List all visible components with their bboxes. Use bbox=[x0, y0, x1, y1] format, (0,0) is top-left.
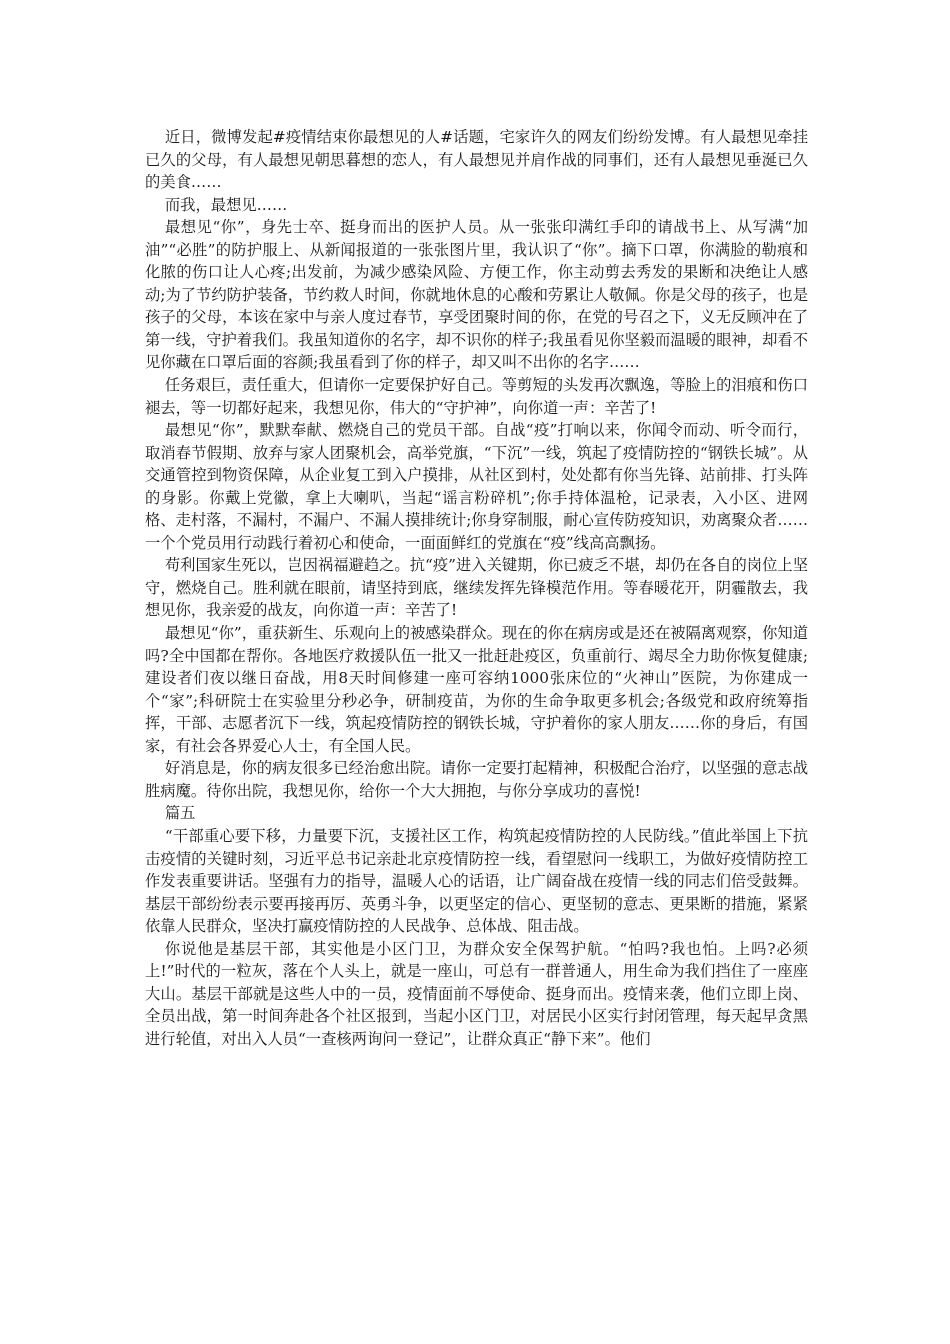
paragraph-section-five-intro: “干部重心要下移，力量要下沉，支援社区工作，构筑起疫情防控的人民防线。”值此举国上下抗击疫情的关键时刻，习近平总书记亲赴北京疫情防控一线，看望慰问一线职工，为做好疫情防控工作发表重要讲话。坚强有力的指导，温暖人心的话语，让广阔奋战在疫情一线的同志们倍受鼓舞。基层干部纷纷表示要再接再厉、英勇斗争，以更坚定的信心、更坚韧的意志、更果断的措施，紧紧依靠人民群众，坚决打赢疫情防控的人民战争、总体战、阻击战。 bbox=[145, 826, 808, 936]
paragraph-party-cadres-closing: 苟利国家生死以，岂因祸福避趋之。抗“疫”进入关键期，你已疲乏不堪，却仍在各自的岗位上坚守，燃烧自己。胜利就在眼前，请坚持到底，继续发挥先锋模范作用。等春暖花开，阴霾散去，我想见你，我亲爱的战友，向你道一声：辛苦了! bbox=[145, 556, 808, 620]
paragraph-medical-staff: 最想见“你”，身先士卒、挺身而出的医护人员。从一张张印满红手印的请战书上、从写满“加油”“必胜”的防护服上、从新闻报道的一张张图片里，我认识了“你”。摘下口罩，你满脸的勒痕和化脓的伤口让人心疼;出发前，为减少感染风险、方便工作，你主动剪去秀发的果断和决绝让人感动;为了节约防护装备，节约救人时间，你就地休息的心酸和劳累让人敬佩。你是父母的孩子，也是孩子的父母，本该在家中与亲人度过春节，享受团聚时间的你，在党的号召之下，义无反顾冲在了第一线，守护着我们。我虽知道你的名字，却不识你的样子;我虽看见你坚毅而温暖的眼神，却看不见你藏在口罩后面的容颜;我虽看到了你的样子，却又叫不出你的名字…… bbox=[145, 218, 808, 372]
paragraph-patients: 最想见“你”，重获新生、乐观向上的被感染群众。现在的你在病房或是还在被隔离观察，你知道吗?全中国都在帮你。各地医疗救援队伍一批又一批赶赴疫区，负重前行、竭尽全力助你恢复健康;建设者们夜以继日奋战，用8天时间修建一座可容纳1000张床位的“火神山”医院，为你建成一个“家”;科研院士在实验里分秒必争，研制疫苗，为你的生命争取更多机会;各级党和政府统筹指挥，干部、志愿者沉下一线，筑起疫情防控的钢铁长城，守护着你的家人朋友……你的身后，有国家，有社会各界爱心人士，有全国人民。 bbox=[145, 624, 808, 755]
paragraph-lead-in: 而我，最想见…… bbox=[164, 195, 288, 214]
paragraph-medical-staff-closing: 任务艰巨，责任重大，但请你一定要保护好自己。等剪短的头发再次飘逸，等脸上的泪痕和伤口褪去，等一切都好起来，我想见你，伟大的“守护神”，向你道一声：辛苦了! bbox=[145, 376, 808, 417]
paragraph-party-cadres: 最想见“你”，默默奉献、燃烧自己的党员干部。自战“疫”打响以来，你闻令而动、听令而行，取消春节假期、放弃与家人团聚机会，高举党旗，“下沉”一线，筑起了疫情防控的“钢铁长城”。从交通管控到物资保障，从企业复工到入户摸排，从社区到村，处处都有你当先锋、站前排、打头阵的身影。你戴上党徽，拿上大喇叭，当起“谣言粉碎机”;你手持体温枪，记录表，入小区、进网格、走村落，不漏村，不漏户、不漏人摸排统计;你身穿制服，耐心宣传防疫知识，劝离聚众者……一个个党员用行动践行着初心和使命，一面面鲜红的党旗在“疫”线高高飘扬。 bbox=[145, 421, 808, 552]
paragraph-intro: 近日，微博发起#疫情结束你最想见的人#话题，宅家许久的网友们纷纷发博。有人最想见牵挂已久的父母，有人最想见朝思暮想的恋人，有人最想见并肩作战的同事们，还有人最想见垂涎已久的美食…… bbox=[145, 128, 808, 192]
paragraph-grassroots-cadres: 你说他是基层干部，其实他是小区门卫，为群众安全保驾护航。“怕吗?我也怕。上吗?必须上!”时代的一粒灰，落在个人头上，就是一座山，可总有一群普通人，用生命为我们挡住了一座座大山。基层干部就是这些人中的一员，疫情面前不辱使命、挺身而出。疫情来袭，他们立即上岗、全员出战，第一时间奔赴各个社区报到，当起小区门卫，对居民小区实行封闭管理，每天起早贪黑进行轮值，对出入人员“一查核两询问一登记”，让群众真正“静下来”。他们 bbox=[145, 939, 808, 1048]
document-body bbox=[145, 126, 808, 1050]
paragraph-patients-closing: 好消息是，你的病友很多已经治愈出院。请你一定要打起精神，积极配合治疗，以坚强的意志战胜病魔。待你出院，我想见你，给你一个大大拥抱，与你分享成功的喜悦! bbox=[145, 759, 808, 800]
section-heading: 篇五 bbox=[164, 804, 196, 823]
